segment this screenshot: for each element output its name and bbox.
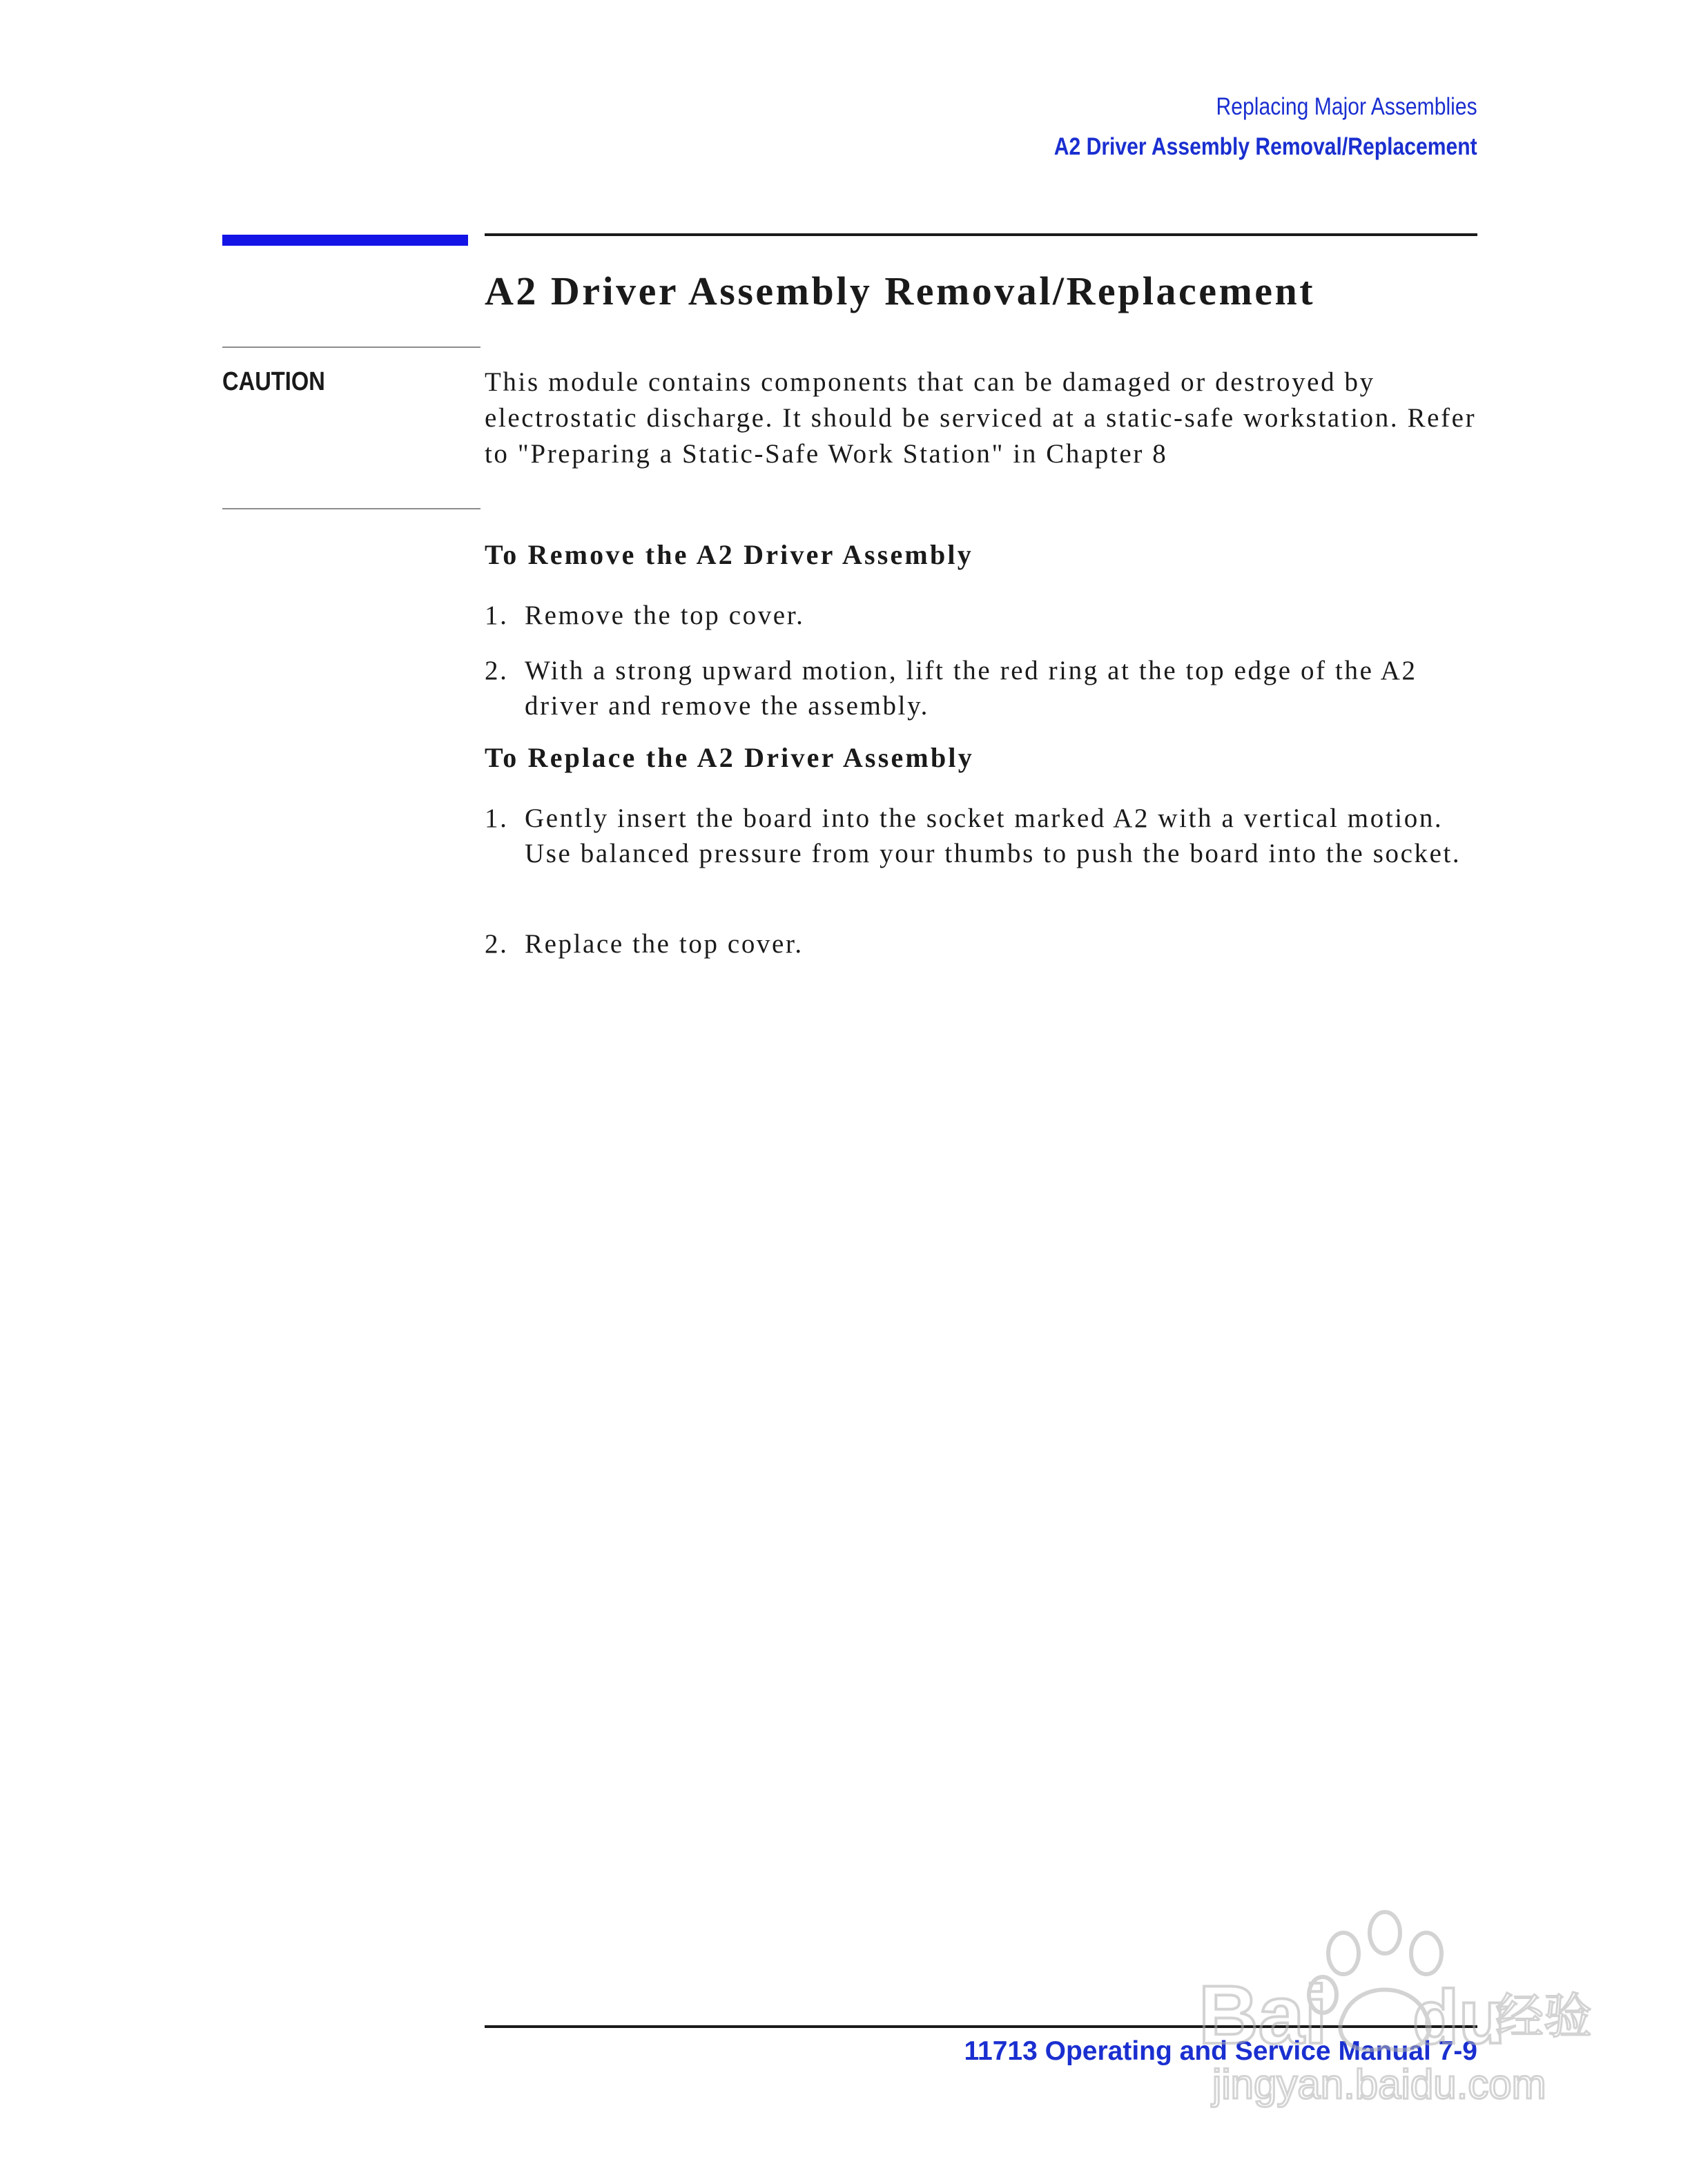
remove-step-2 bbox=[485, 653, 1493, 723]
chapter-accent-bar bbox=[222, 235, 468, 246]
step-number: 1. bbox=[485, 601, 509, 630]
step-number: 2. bbox=[485, 656, 509, 685]
caution-bottom-rule bbox=[222, 508, 480, 509]
replace-step-2 bbox=[485, 926, 1493, 962]
svg-text:jingyan.baidu.com: jingyan.baidu.com bbox=[1212, 2061, 1546, 2107]
replace-step-1 bbox=[485, 801, 1493, 871]
caution-label: CAUTION bbox=[222, 367, 325, 396]
title-rule bbox=[485, 233, 1477, 236]
running-header bbox=[1054, 87, 1477, 167]
running-header-section: A2 Driver Assembly Removal/Replacement bbox=[1054, 133, 1477, 160]
caution-text: This module contains components that can be damaged or destroyed by electrostatic discharge. It should be serviced at a static-safe workstation. Refer to "Preparing a Static-Safe Work Station" in Chapter 8 bbox=[485, 367, 1477, 469]
page-footer: 11713 Operating and Service Manual 7-9 bbox=[964, 2036, 1477, 2066]
page-title: A2 Driver Assembly Removal/Replacement bbox=[485, 269, 1316, 313]
remove-heading: To Remove the A2 Driver Assembly bbox=[485, 539, 973, 570]
replace-heading: To Replace the A2 Driver Assembly bbox=[485, 742, 974, 773]
step-text: Gently insert the board into the socket marked A2 with a vertical motion. Use balanced pressure from your thumbs to push the board into the socket. bbox=[525, 803, 1461, 868]
step-number: 2. bbox=[485, 929, 509, 959]
svg-text:经验: 经验 bbox=[1495, 1988, 1592, 2045]
baidu-watermark-logo bbox=[1185, 1905, 1592, 2112]
remove-step-1 bbox=[485, 598, 1493, 633]
caution-top-rule bbox=[222, 347, 480, 348]
step-text: Replace the top cover. bbox=[525, 929, 804, 959]
step-number: 1. bbox=[485, 803, 509, 833]
svg-text:du: du bbox=[1412, 1975, 1506, 2060]
svg-text:Bai: Bai bbox=[1198, 1969, 1328, 2061]
running-header-chapter: Replacing Major Assemblies bbox=[1216, 93, 1477, 120]
step-text: Remove the top cover. bbox=[525, 601, 805, 630]
step-text: With a strong upward motion, lift the red ring at the top edge of the A2 driver and remove the assembly. bbox=[525, 656, 1417, 721]
